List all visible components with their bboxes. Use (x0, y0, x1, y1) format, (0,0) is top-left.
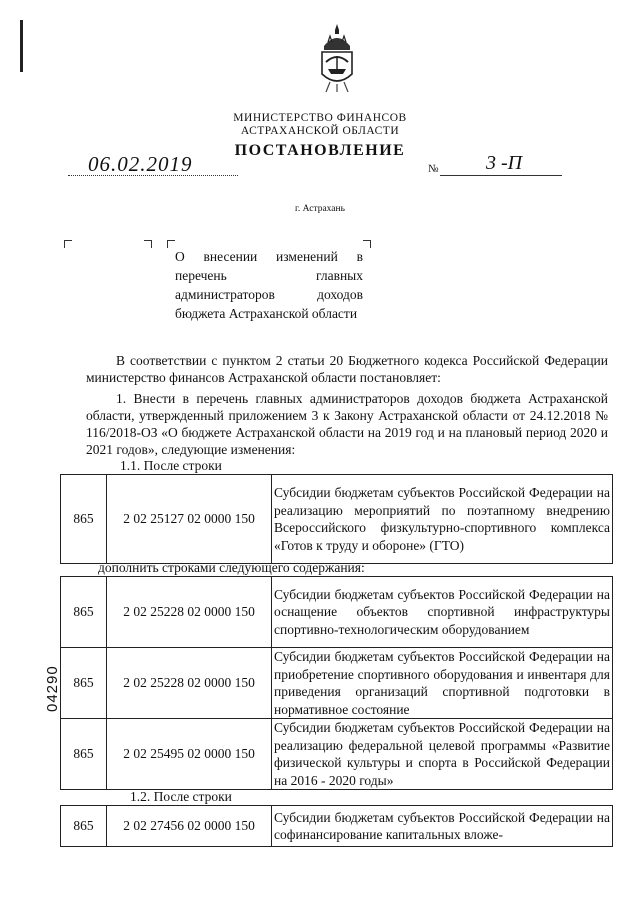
revenue-name-cell: Субсидии бюджетам субъектов Российской Федерации на реализацию мероприятий по поэтапному внедрению Всероссийского физкультурно-спортивного комплекса «Готов к труду и обороне» (ГТО) (272, 475, 613, 564)
document-date: 06.02.2019 (88, 152, 193, 176)
table-added-rows (60, 576, 613, 790)
corner-mark-mid-right (144, 240, 152, 248)
item-1-1-label: 1.1. После строки (120, 458, 222, 473)
number-underline (440, 175, 562, 176)
item-1-2-label: 1.2. После строки (130, 789, 232, 804)
budget-code-cell: 2 02 25228 02 0000 150 (107, 648, 272, 719)
admin-code-cell: 865 (61, 648, 107, 719)
budget-code-cell: 2 02 25228 02 0000 150 (107, 577, 272, 648)
document-number: 3 -П (486, 152, 523, 174)
item-1-paragraph: 1. Внести в перечень главных администраторов доходов бюджета Астраханской области, утвержденный приложением 3 к Закону Астраханской области от 24.12.2018 № 116/2018-ОЗ «О бюджете Астраханской области на 2019 год и на плановый период 2020 и 2021 годов», следующие изменения: (86, 391, 608, 457)
admin-code-cell: 865 (61, 719, 107, 790)
table-row (61, 648, 613, 719)
budget-code-cell: 2 02 27456 02 0000 150 (107, 806, 272, 847)
revenue-name-cell: Субсидии бюджетам субъектов Российской Федерации на реализацию федеральной целевой программы «Развитие физической культуры и спорта в Российской Федерации на 2016 - 2020 годы» (272, 719, 613, 790)
admin-code-cell: 865 (61, 806, 107, 847)
table-row (61, 806, 613, 847)
revenue-name-cell: Субсидии бюджетам субъектов Российской Федерации на приобретение спортивного оборудования и инвентаря для приведения организаций спортивной подготовки в нормативное состояние (272, 648, 613, 719)
preamble-paragraph: В соответствии с пунктом 2 статьи 20 Бюджетного кодекса Российской Федерации министерство финансов Астраханской области постановляет: (86, 353, 608, 385)
date-underline (68, 175, 238, 176)
revenue-name-cell: Субсидии бюджетам субъектов Российской Федерации на софинансирование капитальных вложе- (272, 806, 613, 847)
corner-mark-left (64, 240, 72, 248)
budget-code-cell: 2 02 25127 02 0000 150 (107, 475, 272, 564)
number-label: № (428, 163, 439, 175)
table-after-row (60, 474, 613, 564)
scan-artifact-line (20, 20, 23, 72)
table-row (61, 577, 613, 648)
table-row (61, 719, 613, 790)
budget-code-cell: 2 02 25495 02 0000 150 (107, 719, 272, 790)
side-registration-number: 04290 (44, 665, 61, 712)
document-subject: О внесении изменений в перечень главных администраторов доходов бюджета Астраханской области (175, 249, 363, 321)
city-name: г. Астрахань (295, 204, 345, 214)
corner-mark-mid-left (167, 240, 175, 248)
revenue-name-cell: Субсидии бюджетам субъектов Российской Федерации на оснащение объектов спортивной инфраструктуры спортивно-технологическим оборудованием (272, 577, 613, 648)
admin-code-cell: 865 (61, 577, 107, 648)
admin-code-cell: 865 (61, 475, 107, 564)
coat-of-arms-icon (316, 22, 358, 94)
table-row (61, 475, 613, 564)
ministry-name-line1: МИНИСТЕРСТВО ФИНАНСОВ (233, 112, 407, 124)
table-after-row-2 (60, 805, 613, 847)
ministry-name-line2: АСТРАХАНСКОЙ ОБЛАСТИ (240, 125, 400, 137)
document-type-title: ПОСТАНОВЛЕНИЕ (234, 142, 406, 159)
corner-mark-right (363, 240, 371, 248)
add-rows-label: дополнить строками следующего содержания: (98, 560, 365, 575)
